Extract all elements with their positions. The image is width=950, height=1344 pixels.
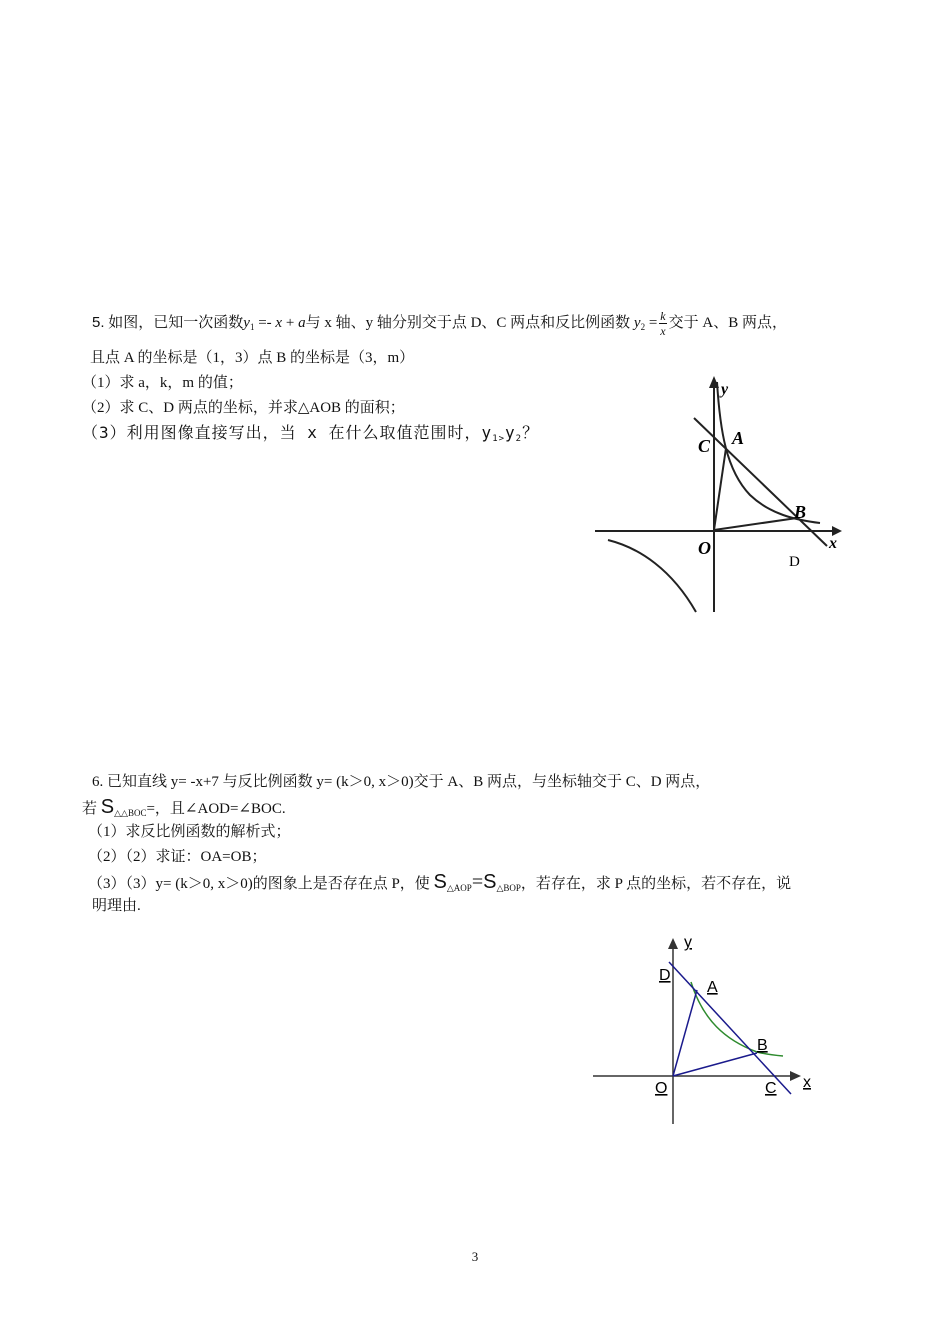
problem5-question3 <box>82 423 539 449</box>
p6-q3-eq: = <box>471 871 484 893</box>
problem5-intro-c: 交于 A、B 两点， <box>668 314 787 331</box>
problem6-question3 <box>88 872 791 898</box>
p6-label-B: B <box>757 1037 768 1054</box>
q3-end: ？ <box>522 423 540 442</box>
problem6-question2: （2）（2）求证：OA=OB； <box>88 849 267 865</box>
problem6-question1: （1）求反比例函数的解析式； <box>88 824 291 840</box>
q3-sub1: 1 <box>492 434 499 444</box>
p5-label-C: C <box>698 436 711 456</box>
problem5-line2: 且点 A 的坐标是（1，3）点 B 的坐标是（3，m） <box>90 350 415 366</box>
page-number: 3 <box>471 1249 479 1264</box>
p5-label-y: y <box>721 381 729 398</box>
p5-label-x: x <box>829 535 837 552</box>
p6-line2-post: =，且∠AOD=∠BOC. <box>146 801 286 817</box>
p5-segment-OB <box>714 518 797 530</box>
y1-var: y <box>243 314 250 331</box>
p6-label-O: O <box>655 1080 668 1097</box>
problem5-question1: （1）求 a，k，m 的值； <box>82 375 243 391</box>
p6-y-arrow <box>668 938 678 949</box>
q3-y1: y <box>481 423 493 442</box>
problem5-intro-b: 与 x 轴、y 轴分别交于点 D、C 两点和反比例函数 <box>305 314 631 331</box>
p6-q3-sub2: △BOP <box>496 883 521 893</box>
p6-label-A: A <box>707 979 718 996</box>
p6-x-arrow <box>790 1071 801 1081</box>
p5-label-D: D <box>789 554 800 570</box>
p6-segment-OB <box>673 1053 757 1076</box>
p6-hyperbola <box>691 982 783 1056</box>
problem6-figure <box>585 930 825 1130</box>
p6-q3-S2: S <box>483 871 497 893</box>
p6-label-y: y <box>684 934 692 951</box>
problem5-figure <box>590 370 860 620</box>
p6-q3-a: （3）（3）y= (k＞0, x＞0)的图象上是否存在点 P，使 <box>88 876 434 892</box>
p6-q3-S1: S <box>433 871 447 893</box>
frac-num: k <box>660 309 666 323</box>
y2-sub: 2 <box>640 321 646 332</box>
problem5-intro-a: 如图，已知一次函数 <box>108 314 244 331</box>
y1-plus: + <box>285 314 295 331</box>
y1-x: x <box>275 314 283 331</box>
p6-q3-b: ，若存在，求 P 点的坐标，若不存在，说 <box>520 876 792 892</box>
p6-line <box>669 962 791 1094</box>
p5-segment-OA <box>714 448 726 530</box>
problem5-question2: （2）求 C、D 两点的坐标，并求△AOB 的面积； <box>82 400 405 416</box>
y2-var: y <box>633 314 641 331</box>
y1-eq: =- <box>258 314 272 331</box>
p5-label-A: A <box>732 428 745 448</box>
y1-a: a <box>298 314 306 331</box>
frac-den: x <box>660 324 666 338</box>
q3-y2: y <box>505 423 516 442</box>
problem5-line1 <box>92 309 787 338</box>
p6-label-x: x <box>803 1074 811 1091</box>
y2-eq: = <box>648 314 658 331</box>
p5-hyperbola-branch2 <box>608 540 696 612</box>
q3-sub2: 2 <box>515 434 523 444</box>
p6-line2-pre: 若 <box>82 801 101 817</box>
problem6-line1: 6. 已知直线 y= -x+7 与反比例函数 y= (k＞0, x＞0)交于 A、B 两点，与坐标轴交于 C、D 两点， <box>92 774 711 790</box>
q3-gt: > <box>498 434 506 444</box>
p6-S: S <box>100 796 115 818</box>
p6-segment-OA <box>673 990 697 1076</box>
p6-label-C: C <box>765 1080 777 1097</box>
p6-q3-sub1: △AOP <box>446 883 472 893</box>
p6-label-D: D <box>659 967 671 984</box>
problem6-line2 <box>82 797 286 823</box>
p6-S-sub: △△BOC <box>114 808 147 818</box>
y1-sub: 1 <box>249 321 255 332</box>
q3-text: （3）利用图像直接写出，当 x 在什么取值范围时， <box>82 423 482 442</box>
p5-label-O: O <box>698 538 711 558</box>
problem5-number: 5. <box>92 313 105 331</box>
k-over-x-fraction <box>659 309 666 338</box>
p5-label-B: B <box>794 502 807 522</box>
problem6-question3-cont: 明理由. <box>92 898 141 914</box>
